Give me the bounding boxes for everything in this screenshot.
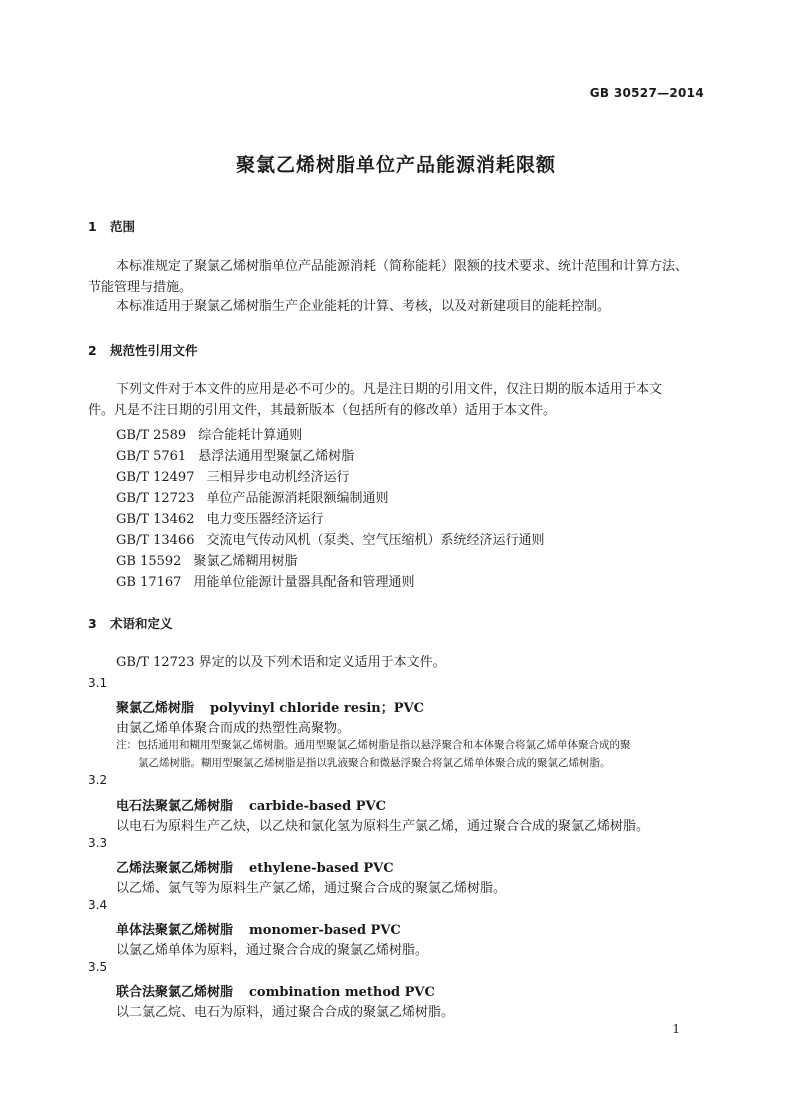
reference-title: 聚氯乙烯糊用树脂: [193, 554, 298, 569]
document-title: 聚氯乙烯树脂单位产品能源消耗限额: [235, 154, 556, 176]
sec3-intro: GB/T 12723 界定的以及下列术语和定义适用于本文件。: [116, 655, 446, 670]
section-number: 3: [88, 616, 97, 631]
term-number: 3.4: [88, 898, 108, 912]
section-3-heading: [88, 614, 173, 632]
term-heading: [116, 857, 394, 876]
reference-title: 悬浮法通用型聚氯乙烯树脂: [198, 449, 355, 464]
reference-code: GB/T 13462: [116, 512, 195, 527]
reference-code: GB/T 12497: [116, 470, 195, 485]
sec1-para2: 本标准适用于聚氯乙烯树脂生产企业能耗的计算、考核，以及对新建项目的能耗控制。: [116, 299, 611, 314]
page-number: 1: [672, 1022, 680, 1036]
term-number: 3.1: [88, 676, 108, 690]
reference-title: 交流电气传动风机（泵类、空气压缩机）系统经济运行通则: [206, 533, 545, 548]
reference-title: 电力变压器经济运行: [206, 512, 324, 527]
section-1-heading: [88, 217, 135, 235]
sec2-para1-line2: 件。凡是不注日期的引用文件，其最新版本（包括所有的修改单）适用于本文件。: [88, 403, 557, 418]
sec1-para1-line2: 节能管理与措施。: [88, 280, 193, 295]
reference-item: [116, 424, 302, 443]
reference-code: GB/T 2589: [116, 428, 187, 443]
term-zh: 乙烯法聚氯乙烯树脂: [116, 861, 234, 876]
section-number: 2: [88, 343, 97, 358]
reference-item: [116, 550, 297, 569]
reference-item: [116, 487, 389, 506]
term-heading: [116, 795, 386, 814]
term-zh: 电石法聚氯乙烯树脂: [116, 799, 234, 814]
reference-item: [116, 508, 324, 527]
section-title: 术语和定义: [110, 616, 173, 631]
term-note-line2: 氯乙烯树脂。糊用型聚氯乙烯树脂是指以乳液聚合和微悬浮聚合将氯乙烯单体聚合成的聚氯乙烯树脂。: [138, 757, 611, 769]
reference-title: 单位产品能源消耗限额编制通则: [206, 491, 389, 506]
reference-code: GB 17167: [116, 575, 182, 590]
section-title: 规范性引用文件: [110, 343, 198, 358]
term-en: carbide-based PVC: [249, 799, 386, 814]
term-zh: 聚氯乙烯树脂: [116, 701, 195, 716]
reference-code: GB/T 5761: [116, 449, 187, 464]
sec1-para1-line1: 本标准规定了聚氯乙烯树脂单位产品能源消耗（简称能耗）限额的技术要求、统计范围和计算方法、: [116, 259, 689, 274]
reference-code: GB/T 13466: [116, 533, 195, 548]
section-title: 范围: [110, 219, 136, 234]
reference-title: 用能单位能源计量器具配备和管理通则: [193, 575, 415, 590]
term-en: combination method PVC: [249, 985, 435, 1000]
term-heading: [116, 919, 401, 938]
term-note-line1: 注：包括通用和糊用型聚氯乙烯树脂。通用型聚氯乙烯树脂是指以悬浮聚合和本体聚合将氯乙烯单体聚合成的聚: [116, 739, 631, 751]
reference-code: GB/T 12723: [116, 491, 195, 506]
term-definition: 以二氯乙烷、电石为原料，通过聚合合成的聚氯乙烯树脂。: [116, 1005, 455, 1020]
term-definition: 由氯乙烯单体聚合而成的热塑性高聚物。: [116, 721, 351, 736]
term-zh: 联合法聚氯乙烯树脂: [116, 985, 234, 1000]
reference-item: [116, 466, 350, 485]
term-number: 3.5: [88, 960, 108, 974]
section-2-heading: [88, 341, 198, 359]
reference-title: 综合能耗计算通则: [198, 428, 303, 443]
term-heading: [116, 697, 424, 716]
term-definition: 以电石为原料生产乙炔，以乙炔和氯化氢为原料生产氯乙烯，通过聚合合成的聚氯乙烯树脂。: [116, 819, 650, 834]
reference-item: [116, 445, 354, 464]
term-number: 3.2: [88, 773, 108, 787]
term-heading: [116, 981, 435, 1000]
term-definition: 以氯乙烯单体为原料，通过聚合合成的聚氯乙烯树脂。: [116, 943, 429, 958]
term-en: ethylene-based PVC: [249, 861, 394, 876]
standard-code: GB 30527—2014: [589, 86, 704, 100]
term-en: monomer-based PVC: [249, 923, 401, 938]
term-number: 3.3: [88, 836, 108, 850]
term-en: polyvinyl chloride resin；PVC: [210, 701, 424, 716]
reference-item: [116, 571, 414, 590]
sec2-para1-line1: 下列文件对于本文件的应用是必不可少的。凡是注日期的引用文件，仅注日期的版本适用于本文: [116, 382, 663, 397]
reference-title: 三相异步电动机经济运行: [206, 470, 350, 485]
term-definition: 以乙烯、氯气等为原料生产氯乙烯，通过聚合合成的聚氯乙烯树脂。: [116, 881, 507, 896]
term-zh: 单体法聚氯乙烯树脂: [116, 923, 234, 938]
section-number: 1: [88, 219, 97, 234]
reference-item: [116, 529, 545, 548]
reference-code: GB 15592: [116, 554, 182, 569]
